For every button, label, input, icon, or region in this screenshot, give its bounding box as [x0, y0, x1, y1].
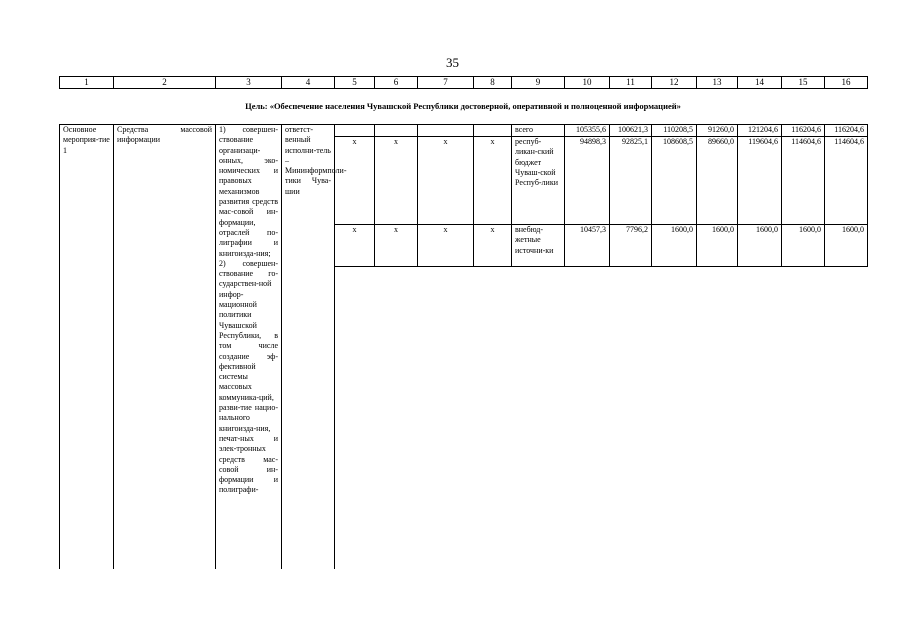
table-cell: x — [418, 225, 474, 267]
value-cell: 94898,3 — [565, 137, 610, 225]
source-cell: внебюд-жетные источни-ки — [512, 225, 565, 267]
table-cell: x — [375, 225, 418, 267]
col-num: 10 — [565, 77, 610, 89]
program-table — [59, 124, 868, 569]
col-num: 11 — [610, 77, 652, 89]
value-cell: 91260,0 — [697, 125, 738, 137]
col-num: 6 — [375, 77, 418, 89]
col-num: 1 — [60, 77, 114, 89]
goal-title: Цель: «Обеспечение населения Чувашской Республики достоверной, оперативной и полноценной информацией» — [245, 101, 681, 111]
table-cell — [335, 125, 375, 137]
col-num: 5 — [335, 77, 375, 89]
program-name-cell: Средства массовой информации — [114, 125, 216, 569]
value-cell: 100621,3 — [610, 125, 652, 137]
value-cell: 116204,6 — [782, 125, 825, 137]
source-cell: респуб-ликан-ский бюджет Чуваш-ской Респуб-лики — [512, 137, 565, 225]
col-num: 9 — [512, 77, 565, 89]
description-cell: 1) совершен-ствование организаци-онных, эко-номических и правовых механизмов развития средств мас-совой ин-формации, отраслей по-лиграфии и книгоизда-ния; 2) совершен-ствование го-сударствен-ной инфор-мационной политики Чувашской Республики, в том числе создание эф-фективной системы массовых коммуника-ций, разви-тие нацио-нального книгоизда-ния, печат-ных и элек-тронных средств мас-совой ин-формации и полиграфи- — [216, 125, 282, 569]
table-cell: x — [335, 137, 375, 225]
table-cell — [474, 125, 512, 137]
value-cell: 119604,6 — [738, 137, 782, 225]
col-num: 3 — [216, 77, 282, 89]
table-cell: x — [335, 225, 375, 267]
table-cell — [418, 125, 474, 137]
value-cell: 105355,6 — [565, 125, 610, 137]
table-row — [60, 125, 868, 137]
table-cell — [375, 125, 418, 137]
col-num: 13 — [697, 77, 738, 89]
table-cell: x — [474, 225, 512, 267]
col-num: 2 — [114, 77, 216, 89]
blank-area — [335, 267, 868, 569]
col-num: 14 — [738, 77, 782, 89]
value-cell: 1600,0 — [782, 225, 825, 267]
measure-cell: Основное мероприя-тие 1 — [60, 125, 114, 569]
col-num: 16 — [825, 77, 868, 89]
value-cell: 116204,6 — [825, 125, 868, 137]
executor-cell: ответст-венный исполни-тель – Мининформполи-тики Чува-шии — [282, 125, 335, 569]
page-number: 35 — [446, 55, 459, 70]
value-cell: 121204,6 — [738, 125, 782, 137]
column-number-header — [59, 76, 868, 89]
value-cell: 114604,6 — [825, 137, 868, 225]
value-cell: 108608,5 — [652, 137, 697, 225]
value-cell: 110208,5 — [652, 125, 697, 137]
table-cell: x — [474, 137, 512, 225]
value-cell: 10457,3 — [565, 225, 610, 267]
value-cell: 92825,1 — [610, 137, 652, 225]
col-num: 12 — [652, 77, 697, 89]
value-cell: 114604,6 — [782, 137, 825, 225]
value-cell: 1600,0 — [825, 225, 868, 267]
table-cell: x — [375, 137, 418, 225]
table-cell: x — [418, 137, 474, 225]
value-cell: 1600,0 — [738, 225, 782, 267]
source-cell: всего — [512, 125, 565, 137]
col-num: 15 — [782, 77, 825, 89]
col-num: 8 — [474, 77, 512, 89]
value-cell: 7796,2 — [610, 225, 652, 267]
col-num: 7 — [418, 77, 474, 89]
value-cell: 1600,0 — [697, 225, 738, 267]
value-cell: 1600,0 — [652, 225, 697, 267]
col-num: 4 — [282, 77, 335, 89]
value-cell: 89660,0 — [697, 137, 738, 225]
